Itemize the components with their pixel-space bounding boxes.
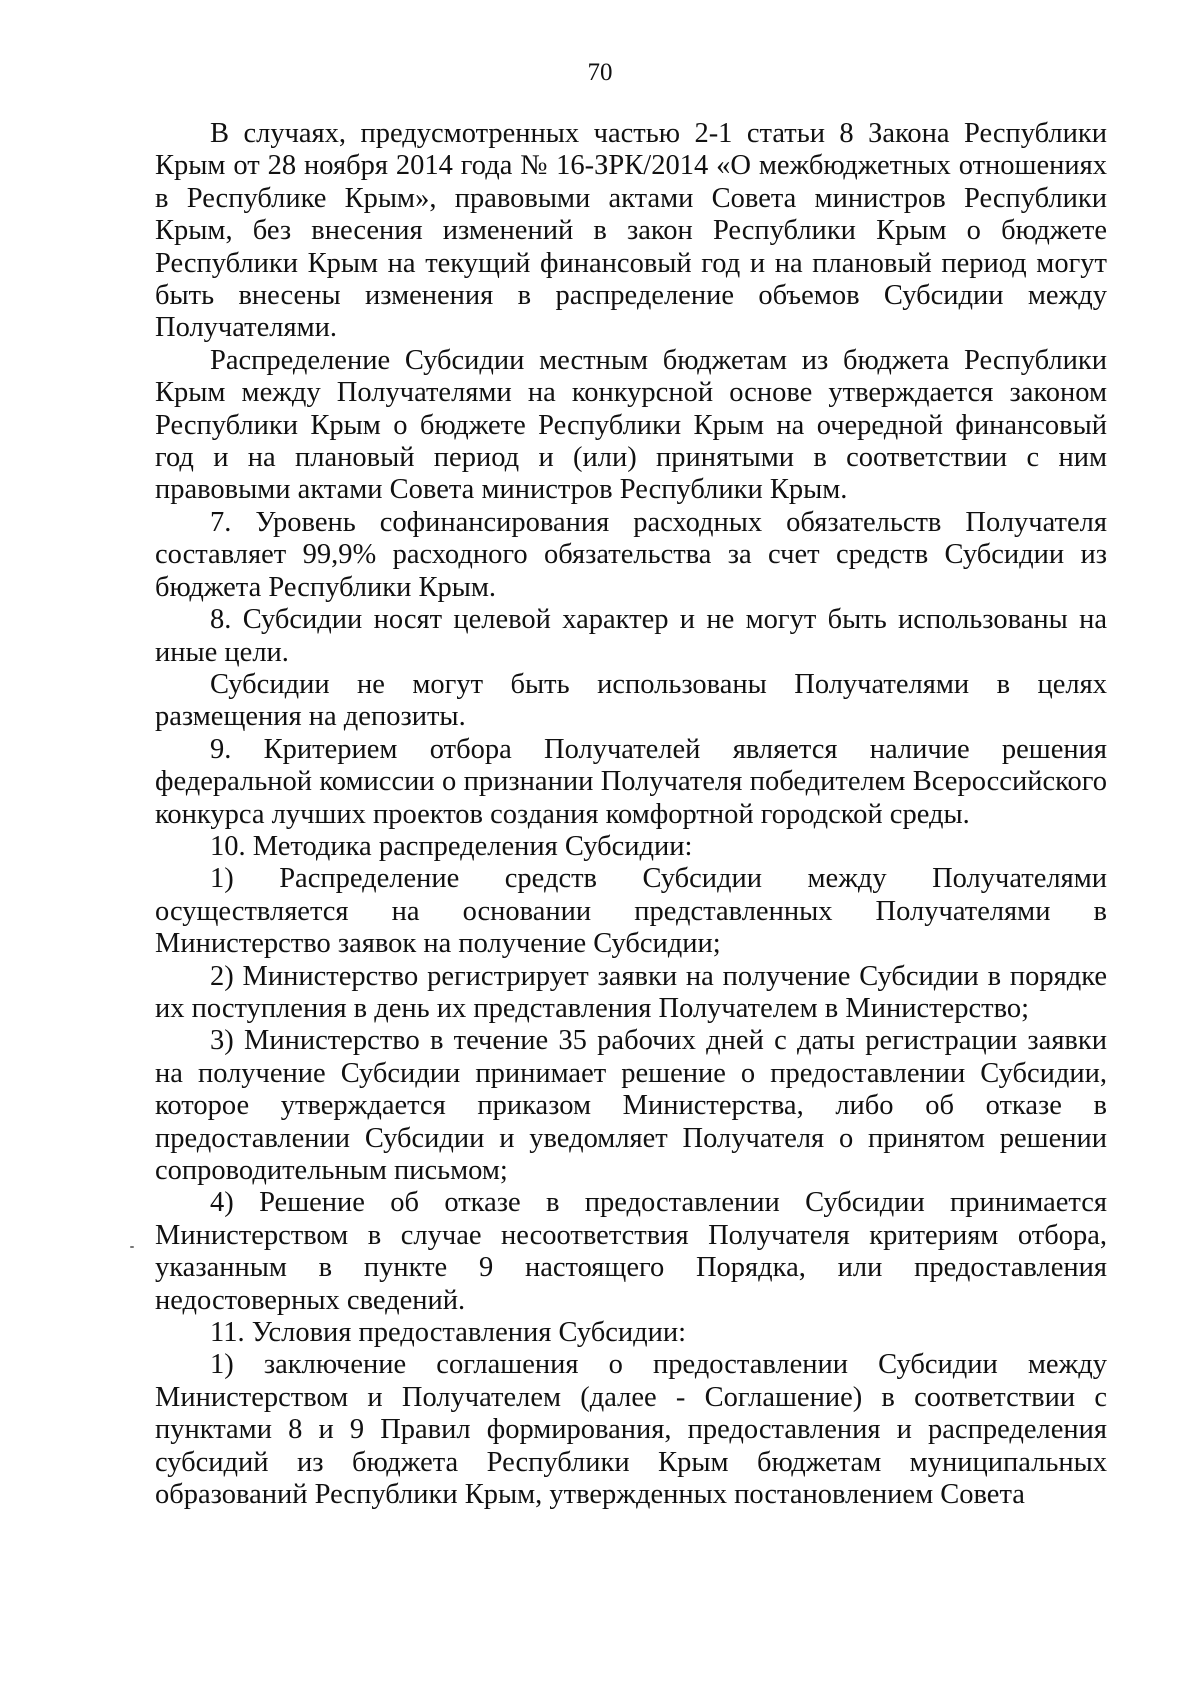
page-number: 70 [587, 59, 613, 86]
paragraph-item-10-heading: 10. Методика распределения Субсидии: [210, 830, 693, 862]
paragraph-item-10-2: 2) Министерство регистрирует заявки на получение Субсидии в порядке их поступления в день их представления Получателем в Министерство; [155, 960, 1107, 1024]
paragraph-item-7: 7. Уровень софинансирования расходных обязательств Получателя составляет 99,9% расходного обязательства за счет средств Субсидии из бюджета Республики Крым. [155, 506, 1107, 603]
paragraph-subsidy-distribution: Распределение Субсидии местным бюджетам из бюджета Республики Крым между Получателями на конкурсной основе утверждается законом Республики Крым о бюджете Республики Крым на очередной финансовый год и на плановый период и (или) принятыми в соответствии с ним правовыми актами Совета министров Республики Крым. [155, 344, 1107, 506]
paragraph-item-9: 9. Критерием отбора Получателей является наличие решения федеральной комиссии о признании Получателя победителем Всероссийского конкурса лучших проектов создания комфортной городской среды. [155, 733, 1107, 830]
paragraph-item-8: 8. Субсидии носят целевой характер и не могут быть использованы на иные цели. [155, 604, 1107, 668]
scan-speck [130, 1246, 134, 1248]
paragraph-item-10-3: 3) Министерство в течение 35 рабочих дней с даты регистрации заявки на получение Субсидии принимает решение о предоставлении Субсидии, которое утверждается приказом Министерства, либо об отказе в предоставлении Субсидии и уведомляет Получателя о принятом решении сопроводительным письмом; [155, 1025, 1107, 1186]
paragraph-item-10-1: 1) Распределение средств Субсидии между Получателями осуществляется на основании представленных Получателями в Министерство заявок на получение Субсидии; [155, 863, 1107, 960]
paragraph-item-10-4: 4) Решение об отказе в предоставлении Субсидии принимается Министерством в случае несоответствия Получателя критериям отбора, указанным в пункте 9 настоящего Порядка, или предоставления недостоверных сведений. [155, 1187, 1107, 1316]
paragraph-item-11-1: 1) заключение соглашения о предоставлении Субсидии между Министерством и Получателем (далее - Соглашение) в соответствии с пунктами 8 и 9 Правил формирования, предоставления и распределения субсидий из бюджета Республики Крым бюджетам муниципальных образований Республики Крым, утвержденных постановлением Совета [155, 1349, 1107, 1511]
paragraph-budget-changes: В случаях, предусмотренных частью 2-1 статьи 8 Закона Республики Крым от 28 ноября 2014 года № 16-ЗРК/2014 «О межбюджетных отношениях в Республике Крым», правовыми актами Совета министров Республики Крым, без внесения изменений в закон Республики Крым о бюджете Республики Крым на текущий финансовый год и на плановый период могут быть внесены изменения в распределение объемов Субсидии между Получателями. [155, 118, 1107, 344]
paragraph-deposit-restriction: Субсидии не могут быть использованы Получателями в целях размещения на депозиты. [155, 668, 1107, 733]
paragraph-item-11-heading: 11. Условия предоставления Субсидии: [210, 1317, 687, 1349]
document-body [155, 118, 1107, 1511]
